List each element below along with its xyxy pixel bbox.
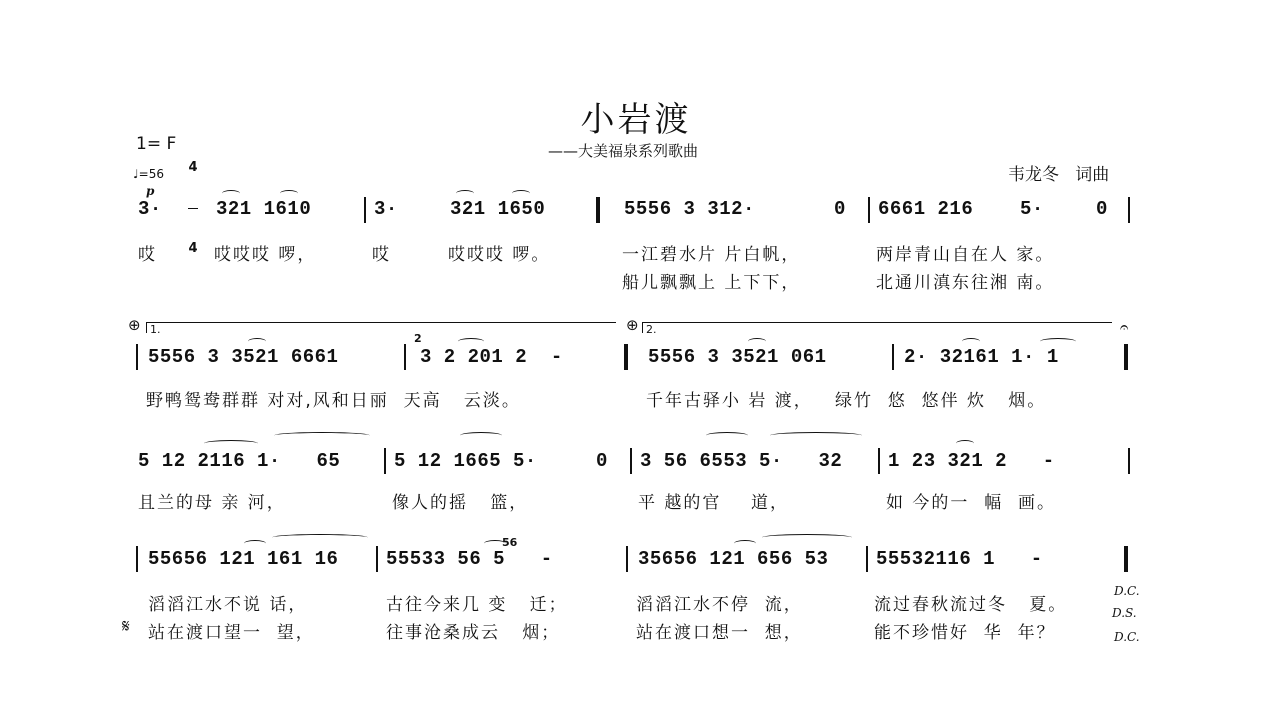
volta-bracket-2: 2. [642, 322, 1112, 333]
note-group: 321 1610 [216, 198, 312, 220]
note-group: 3· [138, 198, 162, 220]
coda-sign: ⊕ [626, 316, 639, 334]
note-group: 5 12 1665 5· [394, 450, 537, 472]
note-group: 3 56 6553 5· 32 [640, 450, 843, 472]
coda-sign: ⊕ [128, 316, 141, 334]
grace-note: 56 [502, 536, 518, 549]
ds-mark: D.S. [1112, 606, 1137, 620]
lyric: 古往今来几 变 迁； [386, 595, 568, 615]
note-group: 5556 3 3521 061 [648, 346, 827, 368]
note-group: 5· [1020, 198, 1044, 220]
lyric: 滔滔江水不停 流， [636, 595, 803, 615]
lyric: 哎 [372, 245, 391, 265]
lyric: 千年古驿小 岩 渡， 绿竹 悠 悠伴 炊 烟。 [646, 391, 1047, 411]
composer-credit: 韦龙冬 词曲 [1008, 165, 1110, 185]
lyric: 哎 [138, 245, 157, 265]
note-group: 55533 56 5 - [386, 548, 553, 570]
lyric: 如 今的一 幅 画。 [886, 493, 1057, 513]
note-group: 321 1650 [450, 198, 546, 220]
lyric: 往事沧桑成云 烟； [386, 623, 561, 643]
meter-bottom: 4 [188, 241, 198, 256]
dc-mark: D.C. [1114, 584, 1140, 598]
note-group: 5556 3 3521 6661 [148, 346, 339, 368]
note-group: 0 [1096, 198, 1108, 220]
note-group: 3 2 201 2 - [420, 346, 563, 368]
lyric: 能不珍惜好 华 年？ [874, 623, 1056, 643]
grace-note: 2 [414, 332, 422, 345]
lyric: 船儿飘飘上 上下下， [622, 273, 801, 293]
meter-top: 4 [188, 160, 198, 175]
note-group: 6661 216 [878, 198, 974, 220]
lyric: 平 越的官 道， [638, 493, 790, 513]
song-title: 小岩渡 [580, 100, 692, 140]
time-signature [188, 128, 198, 273]
lyric: 一江碧水片 片白帆， [622, 245, 801, 265]
key-signature: 1= F [136, 134, 177, 154]
fermata: 𝄐 [1120, 318, 1129, 336]
segno-sign: 𝄋 [122, 616, 130, 637]
volta-bracket-1: 1. [146, 322, 616, 333]
note-group: 1 23 321 2 - [888, 450, 1055, 472]
note-group: 3· [374, 198, 398, 220]
lyric: 哎哎哎 啰， [214, 245, 317, 265]
lyric: 站在渡口望一 望， [148, 623, 315, 643]
note-group: 2· 32161 1· 1 [904, 346, 1059, 368]
lyric: 且兰的母 亲 河， [138, 493, 286, 513]
note-group: 55656 121 161 16 [148, 548, 339, 570]
song-subtitle: ——大美福泉系列歌曲 [548, 142, 699, 160]
dc-mark: D.C. [1114, 630, 1140, 644]
note-group: 0 [596, 450, 608, 472]
lyric: 哎哎哎 啰。 [448, 245, 551, 265]
lyric: 北通川滇东往湘 南。 [876, 273, 1055, 293]
note-group: 35656 121 656 53 [638, 548, 829, 570]
note-group: 5 12 2116 1· 65 [138, 450, 341, 472]
lyric: 流过春秋流过冬 夏。 [874, 595, 1068, 615]
note-group: 0 [834, 198, 846, 220]
note-group: 5556 3 312· [624, 198, 755, 220]
lyric: 野鸭鸳鸯群群 对对,风和日丽 天高 云淡。 [146, 391, 521, 411]
dynamic-marking: p [146, 184, 155, 198]
lyric: 两岸青山自在人 家。 [876, 245, 1055, 265]
tempo-marking: ♩=56 [133, 167, 164, 181]
lyric: 站在渡口想一 想， [636, 623, 803, 643]
note-group: 55532116 1 - [876, 548, 1043, 570]
lyric: 滔滔江水不说 话， [148, 595, 308, 615]
lyric: 像人的摇 篮， [392, 493, 529, 513]
